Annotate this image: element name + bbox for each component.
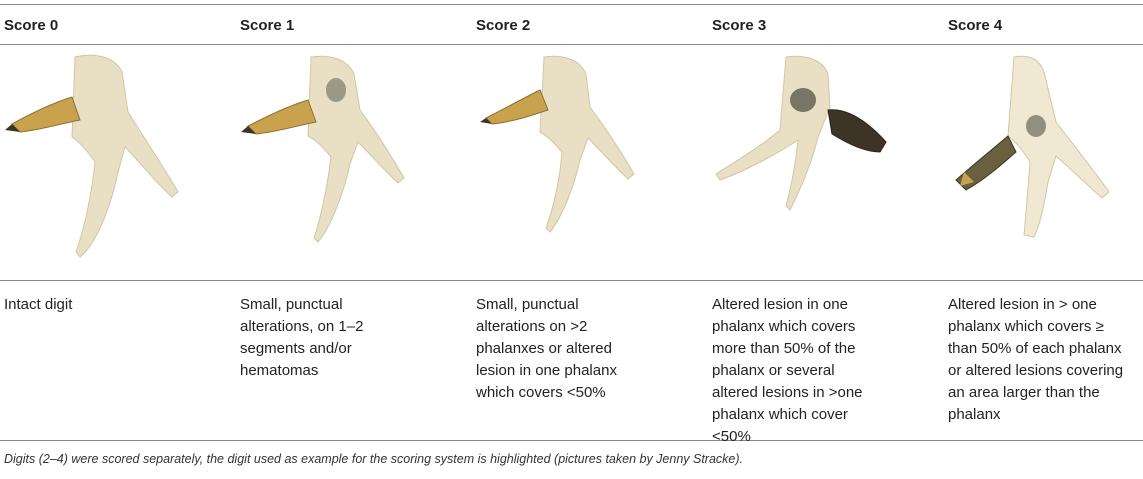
description-score-1: Small, punctual alterations, on 1–2 segments and/or hematomas — [240, 296, 364, 379]
lesion-digit — [828, 110, 886, 152]
description-score-2: Small, punctual alterations on >2 phalanxes or altered lesion in one phalanx which covers <50% — [476, 296, 617, 401]
foot-image-score-2 — [472, 52, 702, 262]
foot-image-score-4 — [944, 52, 1143, 262]
header-score-0: Score 0 — [4, 17, 59, 34]
image-row-rule — [0, 280, 1143, 281]
header-score-2: Score 2 — [476, 17, 531, 34]
description-score-4: Altered lesion in > one phalanx which covers ≥ than 50% of each phalanx or altered lesions covering an area larger than the phalanx — [948, 296, 1124, 423]
header-score-3: Score 3 — [712, 17, 767, 34]
header-rule — [0, 44, 1143, 45]
foot-image-score-0 — [0, 52, 230, 262]
lesion-digit — [12, 97, 80, 132]
header-score-4: Score 4 — [948, 17, 1003, 34]
foot-image-score-3 — [708, 52, 938, 262]
description-score-3: Altered lesion in one phalanx which covers more than 50% of the phalanx or several altered lesions in >one phalanx which cover <50% — [712, 296, 863, 445]
table-top-rule — [0, 4, 1143, 5]
table-caption: Digits (2–4) were scored separately, the digit used as example for the scoring system is highlighted (pictures taken by Jenny Stracke). — [4, 452, 744, 466]
foot-image-score-1 — [236, 52, 466, 262]
header-score-1: Score 1 — [240, 17, 295, 34]
description-score-0: Intact digit — [4, 296, 73, 313]
table-bottom-rule — [0, 440, 1143, 441]
foot-body — [72, 55, 178, 257]
